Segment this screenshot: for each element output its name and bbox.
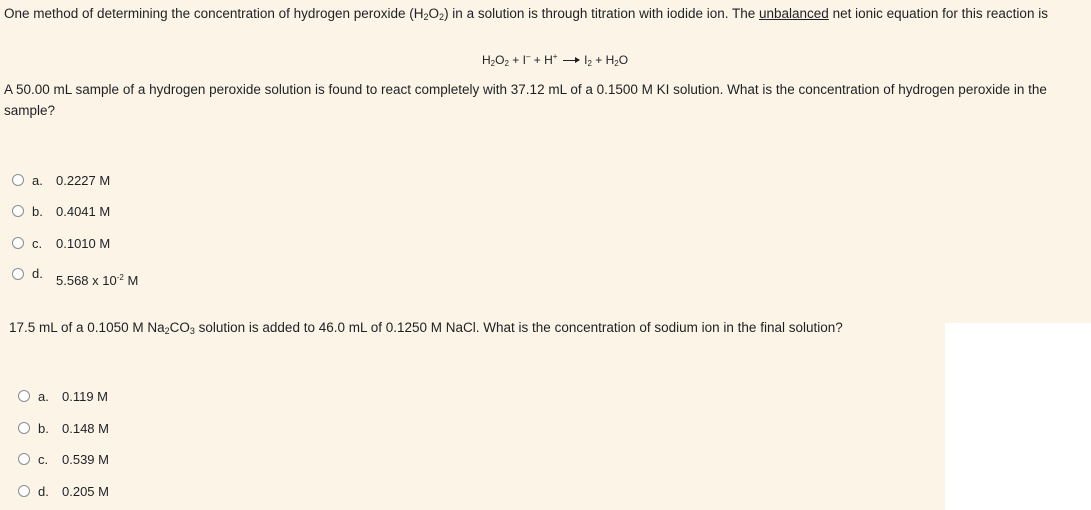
radio-button[interactable]: [18, 485, 30, 497]
question2-background: [0, 323, 945, 510]
radio-button[interactable]: [12, 174, 24, 186]
radio-button[interactable]: [18, 453, 30, 465]
reaction-arrow-icon: [563, 60, 579, 61]
radio-button[interactable]: [18, 390, 30, 402]
question1-prompt: A 50.00 mL sample of a hydrogen peroxide solution is found to react completely with 37.12 mL of a 0.1500 M KI solution. What is the concentration of hydrogen peroxide in the sample?: [4, 82, 1047, 118]
radio-button[interactable]: [12, 205, 24, 217]
radio-button[interactable]: [12, 268, 24, 280]
question2-text: 17.5 mL of a 0.1050 M $Na_2CO_3$ solution is added to 46.0 mL of 0.1250 M NaCl. What is the concentration of sodium ion in the final solution?: [9, 320, 843, 336]
radio-button[interactable]: [12, 237, 24, 249]
q1-option-d-value: 5.568 x $10^{-2}$ M: [56, 273, 139, 288]
radio-button[interactable]: [18, 422, 30, 434]
net-ionic-equation: $H_2O_2 + I^- + H^+$ $I_2 + H_2O$: [482, 52, 629, 68]
unbalanced-underlined: unbalanced: [759, 6, 829, 21]
question1-text: One method of determining the concentration of hydrogen peroxide $(H_2O_2)$ in a solution is through titration with iodide ion. The unbalanced net ionic equation for this reaction is: [4, 6, 1048, 22]
